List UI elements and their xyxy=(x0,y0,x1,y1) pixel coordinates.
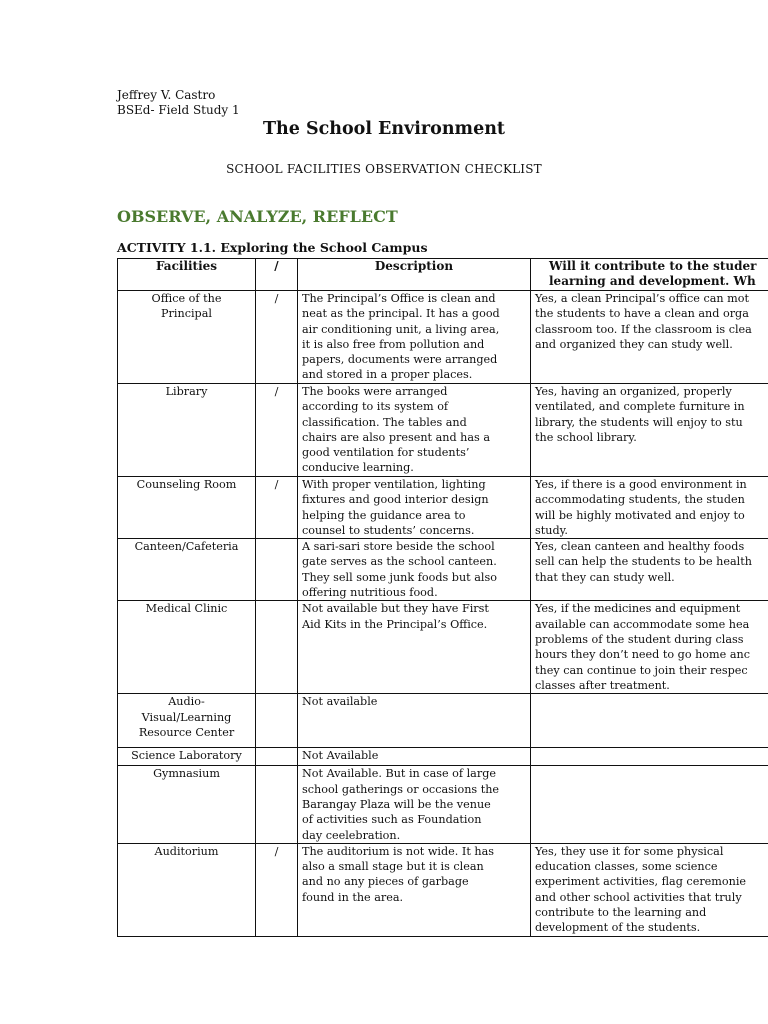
description-cell-line: The auditorium is not wide. It has xyxy=(302,844,494,858)
contribution-cell-line: Yes, they use it for some physical xyxy=(535,844,724,858)
facility-cell xyxy=(118,748,256,766)
activity-title: ACTIVITY 1.1. Exploring the School Campus xyxy=(117,240,428,255)
checklist-subtitle: SCHOOL FACILITIES OBSERVATION CHECKLIST xyxy=(226,162,542,176)
description-cell xyxy=(298,384,531,477)
contribution-cell-line: education classes, some science xyxy=(535,860,718,874)
facilities-checklist-table xyxy=(117,258,768,937)
description-cell-line: also a small stage but it is clean xyxy=(302,860,484,874)
description-cell-line: conducive learning. xyxy=(302,461,414,475)
description-cell-line: offering nutritious food. xyxy=(302,586,438,600)
description-cell-line: Not Available xyxy=(302,749,379,763)
table-row xyxy=(118,601,768,694)
contribution-cell-line: accommodating students, the studen xyxy=(535,493,745,507)
description-cell-line: papers, documents were arranged xyxy=(302,353,498,367)
description-cell-line: neat as the principal. It has a good xyxy=(302,307,500,321)
contribution-cell-line: hours they don’t need to go home anc xyxy=(535,648,750,662)
header-contribution-line-2: learning and development. Wh xyxy=(549,274,756,289)
check-cell xyxy=(256,539,298,601)
facility-cell xyxy=(118,539,256,601)
contribution-cell-line: Yes, if there is a good environment in xyxy=(535,478,747,491)
facility-cell-line: Principal xyxy=(161,307,212,321)
description-cell-line: Not available but they have First xyxy=(302,602,489,616)
description-cell-line: good ventilation for students’ xyxy=(302,446,470,460)
contribution-cell-line: library, the students will enjoy to stu xyxy=(535,415,743,429)
table-row xyxy=(118,539,768,601)
facility-cell-line: Canteen/Cafeteria xyxy=(134,540,239,554)
description-cell-line: A sari-sari store beside the school xyxy=(302,540,495,554)
facility-cell-line: Office of the xyxy=(151,292,222,305)
facility-cell xyxy=(118,291,256,384)
check-cell: / xyxy=(256,477,298,539)
contribution-cell-line: classes after treatment. xyxy=(535,678,670,692)
header-check: / xyxy=(256,259,298,291)
check-cell: / xyxy=(256,843,298,936)
facility-cell xyxy=(118,384,256,477)
contribution-cell-line: experiment activities, flag ceremonie xyxy=(535,875,747,889)
description-cell-line: counsel to students’ concerns. xyxy=(302,523,475,537)
contribution-cell xyxy=(531,477,768,539)
description-cell-line: The Principal’s Office is clean and xyxy=(302,292,496,305)
facility-cell-line: Science Laboratory xyxy=(131,749,242,763)
contribution-cell-line: contribute to the learning and xyxy=(535,906,707,920)
contribution-cell xyxy=(531,748,768,766)
facility-cell-line: Resource Center xyxy=(138,725,235,739)
description-cell-line: fixtures and good interior design xyxy=(302,493,489,507)
contribution-cell-line: Yes, having an organized, properly xyxy=(535,385,732,398)
section-heading: OBSERVE, ANALYZE, REFLECT xyxy=(117,207,398,226)
check-cell xyxy=(256,694,298,748)
check-cell xyxy=(256,748,298,766)
description-cell xyxy=(298,694,531,748)
check-cell xyxy=(256,601,298,694)
contribution-cell-line: and other school activities that truly xyxy=(535,890,742,904)
description-cell-line: day ceelebration. xyxy=(302,828,401,842)
contribution-cell-line: that they can study well. xyxy=(535,570,675,584)
table-body xyxy=(118,291,768,937)
contribution-cell-line: Yes, if the medicines and equipment xyxy=(535,602,741,616)
contribution-cell xyxy=(531,843,768,936)
document-title-wrap xyxy=(0,118,768,140)
description-cell-line: helping the guidance area to xyxy=(302,508,466,522)
facility-cell xyxy=(118,843,256,936)
table-row xyxy=(118,384,768,477)
check-cell xyxy=(256,766,298,843)
description-cell xyxy=(298,539,531,601)
course-label: BSEd- Field Study 1 xyxy=(117,103,240,117)
description-cell xyxy=(298,843,531,936)
header-contribution-line-1: Will it contribute to the studer xyxy=(549,259,757,273)
table-row xyxy=(118,843,768,936)
header-contribution xyxy=(531,259,768,291)
table-row xyxy=(118,477,768,539)
check-cell: / xyxy=(256,291,298,384)
contribution-cell-line: the students to have a clean and orga xyxy=(535,307,749,321)
facility-cell xyxy=(118,694,256,748)
header-facilities: Facilities xyxy=(118,259,256,291)
description-cell-line: Not Available. But in case of large xyxy=(302,767,496,781)
facility-cell-line: Library xyxy=(165,385,208,398)
contribution-cell-line: sell can help the students to be health xyxy=(535,555,752,569)
contribution-cell xyxy=(531,766,768,843)
contribution-cell-line: and organized they can study well. xyxy=(535,337,733,351)
table-row xyxy=(118,694,768,748)
description-cell xyxy=(298,766,531,843)
table-row xyxy=(118,291,768,384)
document-title: The School Environment xyxy=(262,119,506,139)
check-cell: / xyxy=(256,384,298,477)
contribution-cell-line: available can accommodate some hea xyxy=(535,617,750,631)
facility-cell xyxy=(118,601,256,694)
contribution-cell-line: Yes, a clean Principal’s office can mot xyxy=(535,292,750,305)
description-cell xyxy=(298,477,531,539)
description-cell-line: Not available xyxy=(302,695,378,709)
facility-cell-line: Auditorium xyxy=(154,844,219,858)
description-cell-line: and no any pieces of garbage xyxy=(302,875,469,889)
table-header-row xyxy=(118,259,768,291)
facility-cell xyxy=(118,766,256,843)
author-name: Jeffrey V. Castro xyxy=(117,88,216,102)
description-cell-line: gate serves as the school canteen. xyxy=(302,555,497,569)
contribution-cell-line: they can continue to join their respec xyxy=(535,663,748,677)
contribution-cell xyxy=(531,694,768,748)
description-cell-line: and stored in a proper places. xyxy=(302,368,473,382)
facility-cell-line: Audio- xyxy=(168,695,205,709)
description-cell-line: according to its system of xyxy=(302,400,449,414)
description-cell-line: air conditioning unit, a living area, xyxy=(302,322,500,336)
contribution-cell-line: problems of the student during class xyxy=(535,632,744,646)
contribution-cell xyxy=(531,539,768,601)
contribution-cell-line: the school library. xyxy=(535,430,637,444)
facility-cell xyxy=(118,477,256,539)
facility-cell-line: Visual/Learning xyxy=(141,710,232,724)
description-cell-line: Aid Kits in the Principal’s Office. xyxy=(302,617,488,631)
description-cell-line: The books were arranged xyxy=(302,385,448,398)
contribution-cell-line: ventilated, and complete furniture in xyxy=(535,400,745,414)
contribution-cell-line: will be highly motivated and enjoy to xyxy=(535,508,745,522)
contribution-cell xyxy=(531,291,768,384)
description-cell-line: of activities such as Foundation xyxy=(302,813,482,827)
contribution-cell-line: classroom too. If the classroom is clea xyxy=(535,322,752,336)
facility-cell-line: Counseling Room xyxy=(136,478,237,491)
description-cell xyxy=(298,748,531,766)
description-cell-line: it is also free from pollution and xyxy=(302,337,485,351)
description-cell xyxy=(298,601,531,694)
description-cell xyxy=(298,291,531,384)
description-cell-line: chairs are also present and has a xyxy=(302,430,491,444)
facility-cell-line: Gymnasium xyxy=(153,767,220,781)
description-cell-line: found in the area. xyxy=(302,890,404,904)
table-row xyxy=(118,748,768,766)
facility-cell-line: Medical Clinic xyxy=(145,602,228,616)
header-description: Description xyxy=(298,259,531,291)
table-row xyxy=(118,766,768,843)
contribution-cell xyxy=(531,601,768,694)
description-cell-line: school gatherings or occasions the xyxy=(302,782,500,796)
description-cell-line: classification. The tables and xyxy=(302,415,467,429)
contribution-cell-line: development of the students. xyxy=(535,921,701,935)
contribution-cell-line: study. xyxy=(535,523,568,537)
description-cell-line: They sell some junk foods but also xyxy=(302,570,497,584)
contribution-cell-line: Yes, clean canteen and healthy foods xyxy=(535,540,745,554)
contribution-cell xyxy=(531,384,768,477)
description-cell-line: Barangay Plaza will be the venue xyxy=(302,797,491,811)
description-cell-line: With proper ventilation, lighting xyxy=(302,478,486,491)
